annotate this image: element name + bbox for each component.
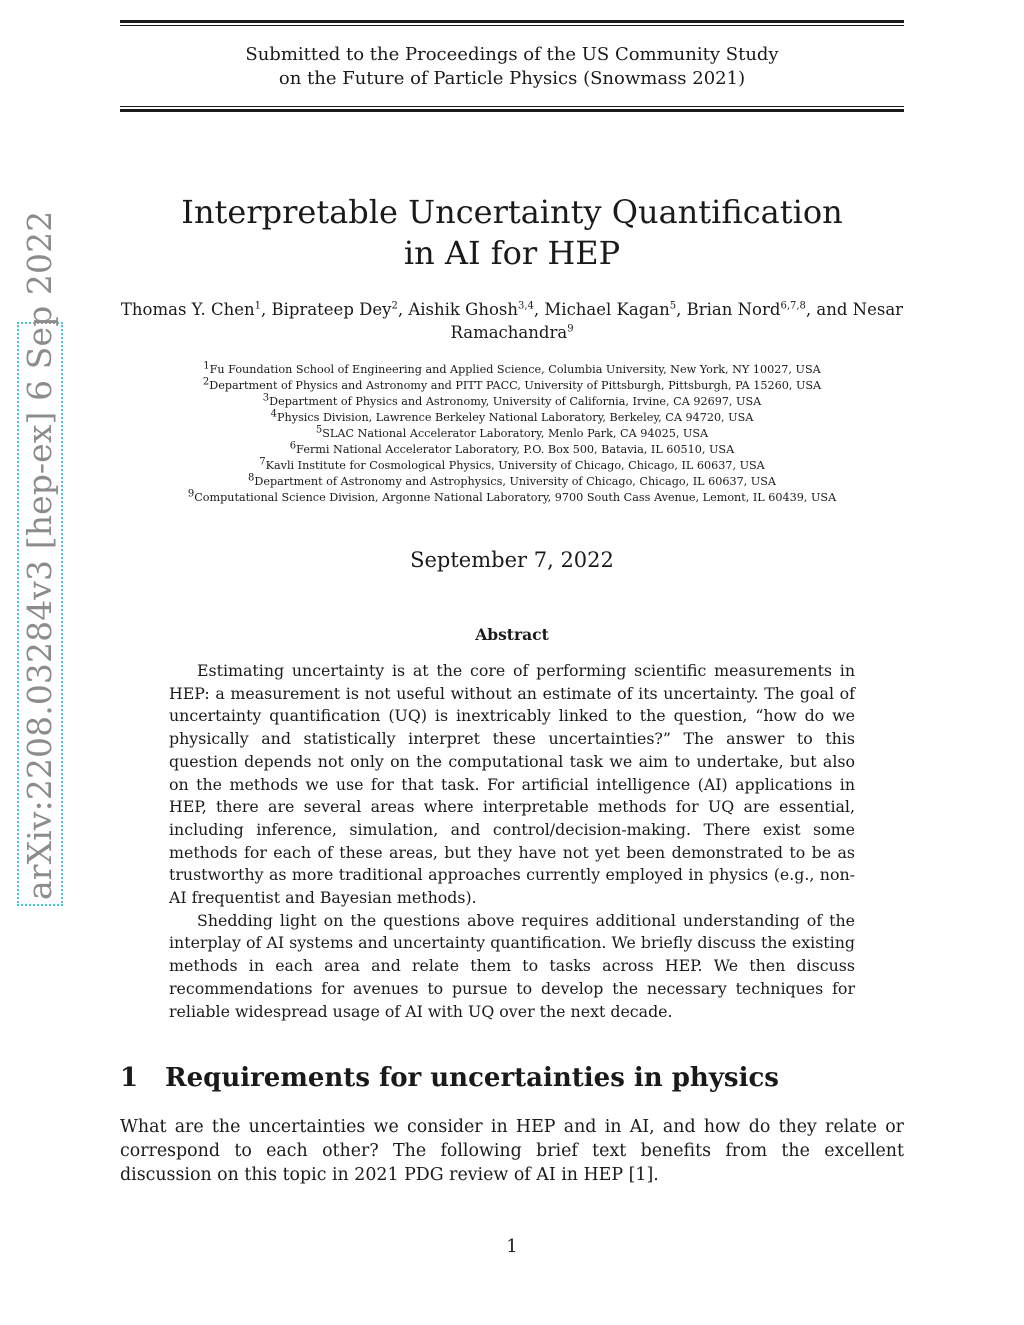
submission-note xyxy=(120,43,904,91)
author-affil-sup: 3,4 xyxy=(517,300,534,312)
affiliation-item xyxy=(120,458,904,474)
affiliation-num: 1 xyxy=(203,360,210,372)
author-name: Biprateep Dey xyxy=(271,300,392,319)
affiliation-num: 2 xyxy=(202,376,210,388)
affiliation-item xyxy=(120,442,904,458)
header-rule-2 xyxy=(120,109,904,112)
top-rule-2 xyxy=(120,25,904,26)
author-affil-sup: 9 xyxy=(567,323,574,335)
submission-line-2: on the Future of Particle Physics (Snowmass 2021) xyxy=(278,68,746,89)
header-rule-1 xyxy=(120,106,904,107)
author-name-first: Nesar xyxy=(852,300,904,319)
author-line-2 xyxy=(120,321,904,344)
abstract-paragraph-2: Shedding light on the questions above requires additional understanding of the interplay of AI systems and uncertainty quantification. We briefly discuss the existing methods in each area and relate them to tasks across HEP. We then discuss recommendations for avenues to pursue to develop the necessary techniques for reliable widespread usage of AI with UQ over the next decade. xyxy=(169,910,855,1021)
affiliation-num: 6 xyxy=(289,440,297,452)
affiliation-item xyxy=(120,474,904,490)
author-affil-sup: 6,7,8 xyxy=(780,300,806,312)
section-number: 1 xyxy=(120,1063,139,1093)
title-line-1: Interpretable Uncertainty Quantification xyxy=(181,193,843,231)
affiliation-item xyxy=(120,394,904,410)
submission-line-1: Submitted to the Proceedings of the US Community Study xyxy=(245,44,779,65)
author-name: Brian Nord xyxy=(686,300,781,319)
author-affil-sup: 1 xyxy=(254,300,261,312)
section-heading xyxy=(120,1061,779,1095)
author-affil-sup: 2 xyxy=(391,300,398,312)
affiliation-text: Computational Science Division, Argonne National Laboratory, 9700 South Cass Avenue, Lemont, IL 60439, USA xyxy=(194,491,837,504)
paper-title xyxy=(120,192,904,274)
affiliation-text: Department of Physics and Astronomy, University of California, Irvine, CA 92697, USA xyxy=(269,395,762,408)
affiliation-num: 7 xyxy=(259,456,266,468)
author-and: , and xyxy=(805,300,853,319)
author-name: Thomas Y. Chen xyxy=(120,300,255,319)
author-name: Michael Kagan xyxy=(544,300,670,319)
page-number: 1 xyxy=(506,1236,518,1257)
top-rule-1 xyxy=(120,20,904,23)
affiliation-text: Physics Division, Lawrence Berkeley National Laboratory, Berkeley, CA 94720, USA xyxy=(277,411,754,424)
affiliation-num: 4 xyxy=(270,408,278,420)
author-sep: , xyxy=(533,300,545,319)
section-paragraph: What are the uncertainties we consider in HEP and in AI, and how do they relate or correspond to each other? The following brief text benefits from the excellent discussion on this topic in 2021 PDG review of AI in HEP [1]. xyxy=(120,1117,904,1185)
paper-date: September 7, 2022 xyxy=(410,548,614,572)
arxiv-stamp-text: arXiv:2208.03284v3 [hep-ex] 6 Sep 2022 xyxy=(20,210,59,900)
affiliation-text: SLAC National Accelerator Laboratory, Menlo Park, CA 94025, USA xyxy=(322,427,709,440)
section-title: Requirements for uncertainties in physics xyxy=(165,1063,779,1093)
author-sep: , xyxy=(260,300,272,319)
affiliation-text: Department of Physics and Astronomy and PITT PACC, University of Pittsburgh, Pittsburgh, PA 15260, USA xyxy=(209,379,822,392)
affiliation-text: Kavli Institute for Cosmological Physics, University of Chicago, Chicago, IL 60637, USA xyxy=(265,459,765,472)
affiliation-num: 3 xyxy=(262,392,270,404)
author-affil-sup: 5 xyxy=(669,300,677,312)
affiliation-item xyxy=(120,362,904,378)
affiliation-item xyxy=(120,378,904,394)
abstract-body xyxy=(169,660,855,1023)
abstract-paragraph-1: Estimating uncertainty is at the core of performing scientific measurements in HEP: a measurement is not useful without an estimate of its uncertainty. The goal of uncertainty quantification (UQ) is inextricably linked to the question, “how do we physically and statistically interpret these uncertainties?” The answer to this question depends not only on the computational task we aim to undertake, but also on the methods we use for that task. For artificial intelligence (AI) applications in HEP, there are several areas where interpretable methods for UQ are essential, including inference, simulation, and control/decision-making. There exist some methods for each of these areas, but they have not yet been demonstrated to be as trustworthy as more traditional approaches currently employed in physics (e.g., non-AI frequentist and Bayesian methods). xyxy=(169,661,855,908)
author-name-last: Ramachandra xyxy=(450,323,568,342)
affiliation-item xyxy=(120,490,904,506)
abstract-heading: Abstract xyxy=(475,625,549,644)
affiliation-text: Fermi National Accelerator Laboratory, P.O. Box 500, Batavia, IL 60510, USA xyxy=(296,443,735,456)
affiliation-num: 5 xyxy=(315,424,323,436)
affiliation-num: 8 xyxy=(248,472,255,484)
section-body xyxy=(120,1115,904,1187)
author-name: Aishik Ghosh xyxy=(408,300,518,319)
author-sep: , xyxy=(676,300,687,319)
author-list xyxy=(120,298,904,344)
author-line-1 xyxy=(120,298,904,321)
affiliation-list xyxy=(120,362,904,506)
title-line-2: in AI for HEP xyxy=(403,234,621,272)
affiliation-num: 9 xyxy=(187,488,195,500)
affiliation-item xyxy=(120,426,904,442)
affiliation-item xyxy=(120,410,904,426)
affiliation-text: Fu Foundation School of Engineering and Applied Science, Columbia University, New York, NY 10027, USA xyxy=(209,363,821,376)
author-sep: , xyxy=(397,300,409,319)
affiliation-text: Department of Astronomy and Astrophysics, University of Chicago, Chicago, IL 60637, USA xyxy=(254,475,776,488)
